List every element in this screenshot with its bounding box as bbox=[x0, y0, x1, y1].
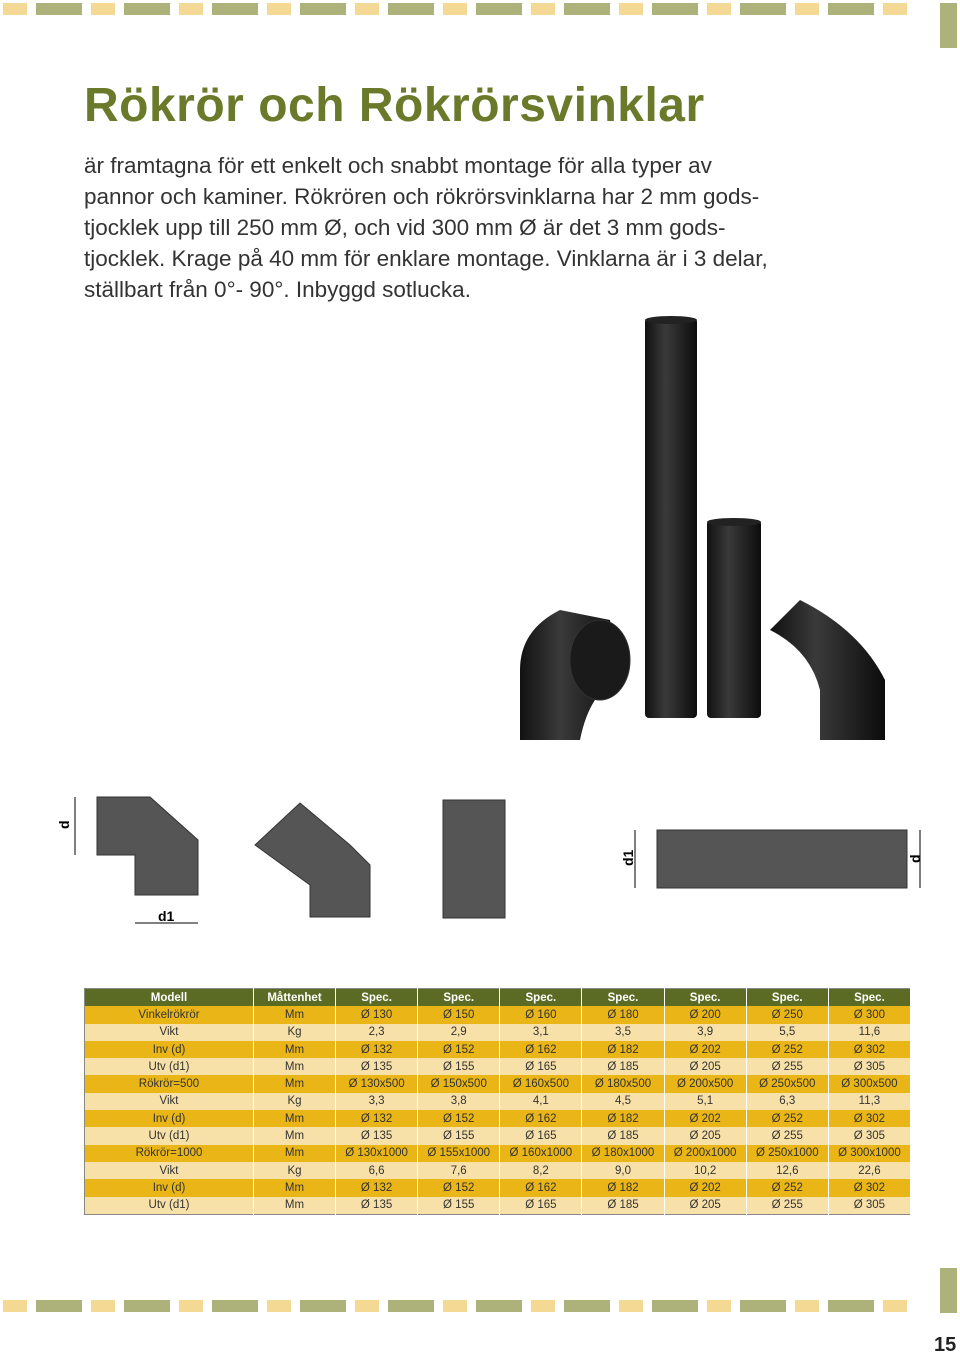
table-cell: Ø 252 bbox=[746, 1041, 828, 1058]
intro-line: ställbart från 0°- 90°. Inbyggd sotlucka. bbox=[84, 277, 471, 302]
label-d: d bbox=[56, 820, 72, 829]
table-cell: Inv (d) bbox=[85, 1110, 254, 1127]
border-bar bbox=[36, 3, 82, 15]
spec-table bbox=[84, 988, 911, 1215]
table-cell: 22,6 bbox=[828, 1162, 910, 1179]
top-border bbox=[3, 3, 907, 15]
table-cell: Ø 185 bbox=[582, 1058, 664, 1075]
column-header: Spec. bbox=[418, 989, 500, 1007]
table-cell: Ø 155 bbox=[418, 1058, 500, 1075]
border-square bbox=[91, 3, 115, 15]
table-cell: 11,3 bbox=[828, 1093, 910, 1110]
table-cell: Ø 162 bbox=[500, 1110, 582, 1127]
table-cell: Ø 255 bbox=[746, 1197, 828, 1215]
border-square bbox=[707, 3, 731, 15]
table-cell: Vikt bbox=[85, 1093, 254, 1110]
table-cell: 5,5 bbox=[746, 1024, 828, 1041]
border-square bbox=[3, 3, 27, 15]
table-cell: Ø 202 bbox=[664, 1179, 746, 1196]
table-cell: Vikt bbox=[85, 1162, 254, 1179]
table-cell: Ø 205 bbox=[664, 1197, 746, 1215]
border-bar bbox=[740, 1300, 786, 1312]
table-row bbox=[85, 1179, 911, 1196]
table-cell: Ø 185 bbox=[582, 1127, 664, 1144]
border-square bbox=[179, 1300, 203, 1312]
table-cell: Ø 155 bbox=[418, 1197, 500, 1215]
border-bar bbox=[476, 3, 522, 15]
table-cell: Ø 252 bbox=[746, 1179, 828, 1196]
border-bar bbox=[124, 1300, 170, 1312]
border-square bbox=[91, 1300, 115, 1312]
bottom-corner-bar bbox=[940, 1268, 957, 1313]
table-cell: Ø 160x500 bbox=[500, 1075, 582, 1092]
table-cell: Ø 152 bbox=[418, 1041, 500, 1058]
label-d1: d1 bbox=[158, 908, 175, 924]
border-square bbox=[355, 3, 379, 15]
border-bar bbox=[212, 1300, 258, 1312]
table-cell: Ø 305 bbox=[828, 1058, 910, 1075]
border-bar bbox=[300, 3, 346, 15]
table-cell: Ø 200x500 bbox=[664, 1075, 746, 1092]
table-cell: Ø 150 bbox=[418, 1006, 500, 1023]
table-cell: Inv (d) bbox=[85, 1179, 254, 1196]
table-cell: 10,2 bbox=[664, 1162, 746, 1179]
table-cell: 3,8 bbox=[418, 1093, 500, 1110]
table-cell: 7,6 bbox=[418, 1162, 500, 1179]
table-cell: Mm bbox=[254, 1006, 336, 1023]
table-cell: Ø 202 bbox=[664, 1041, 746, 1058]
table-cell: Ø 165 bbox=[500, 1127, 582, 1144]
table-cell: 3,5 bbox=[582, 1024, 664, 1041]
table-cell: 8,2 bbox=[500, 1162, 582, 1179]
table-cell: Ø 302 bbox=[828, 1110, 910, 1127]
table-cell: Ø 152 bbox=[418, 1179, 500, 1196]
table-cell: Mm bbox=[254, 1058, 336, 1075]
border-square bbox=[619, 3, 643, 15]
border-square bbox=[355, 1300, 379, 1312]
technical-drawings bbox=[50, 785, 930, 935]
table-header-row bbox=[85, 989, 911, 1007]
table-cell: Ø 182 bbox=[582, 1179, 664, 1196]
product-photo bbox=[500, 310, 900, 750]
top-corner-bar bbox=[940, 3, 957, 48]
table-cell: Vikt bbox=[85, 1024, 254, 1041]
table-cell: Kg bbox=[254, 1093, 336, 1110]
table-row bbox=[85, 1041, 911, 1058]
border-bar bbox=[36, 1300, 82, 1312]
table-row bbox=[85, 1024, 911, 1041]
table-cell: Rökrör=500 bbox=[85, 1075, 254, 1092]
column-header: Spec. bbox=[746, 989, 828, 1007]
intro-line: tjocklek upp till 250 mm Ø, och vid 300 mm Ø är det 3 mm gods- bbox=[84, 215, 726, 240]
table-row bbox=[85, 1162, 911, 1179]
border-bar bbox=[212, 3, 258, 15]
table-row bbox=[85, 1110, 911, 1127]
border-bar bbox=[652, 1300, 698, 1312]
table-cell: Ø 135 bbox=[336, 1197, 418, 1215]
table-cell: Inv (d) bbox=[85, 1041, 254, 1058]
table-cell: Ø 305 bbox=[828, 1197, 910, 1215]
table-cell: 4,1 bbox=[500, 1093, 582, 1110]
table-cell: Ø 250x1000 bbox=[746, 1145, 828, 1162]
table-cell: Ø 300x500 bbox=[828, 1075, 910, 1092]
border-bar bbox=[476, 1300, 522, 1312]
table-cell: Ø 162 bbox=[500, 1041, 582, 1058]
border-square bbox=[795, 1300, 819, 1312]
border-square bbox=[531, 1300, 555, 1312]
table-cell: Ø 255 bbox=[746, 1127, 828, 1144]
table-cell: Ø 255 bbox=[746, 1058, 828, 1075]
table-row bbox=[85, 1006, 911, 1023]
table-cell: Ø 180 bbox=[582, 1006, 664, 1023]
page-number: 15 bbox=[934, 1334, 957, 1356]
border-square bbox=[179, 3, 203, 15]
table-cell: Ø 150x500 bbox=[418, 1075, 500, 1092]
table-cell: 3,1 bbox=[500, 1024, 582, 1041]
border-square bbox=[3, 1300, 27, 1312]
table-cell: Ø 205 bbox=[664, 1127, 746, 1144]
table-cell: Ø 130x1000 bbox=[336, 1145, 418, 1162]
intro-text bbox=[84, 150, 884, 305]
table-cell: Ø 302 bbox=[828, 1041, 910, 1058]
border-bar bbox=[300, 1300, 346, 1312]
table-cell: Ø 202 bbox=[664, 1110, 746, 1127]
border-square bbox=[267, 3, 291, 15]
border-bar bbox=[124, 3, 170, 15]
intro-line: är framtagna för ett enkelt och snabbt montage för alla typer av bbox=[84, 153, 712, 178]
table-cell: Ø 300 bbox=[828, 1006, 910, 1023]
bottom-border bbox=[3, 1300, 907, 1312]
table-cell: Ø 155x1000 bbox=[418, 1145, 500, 1162]
table-cell: 6,6 bbox=[336, 1162, 418, 1179]
label-d-pipe: d bbox=[907, 854, 923, 863]
table-row bbox=[85, 1127, 911, 1144]
table-row bbox=[85, 1093, 911, 1110]
border-square bbox=[795, 3, 819, 15]
table-cell: Ø 165 bbox=[500, 1058, 582, 1075]
column-header: Spec. bbox=[582, 989, 664, 1007]
border-square bbox=[883, 1300, 907, 1312]
label-d1-pipe: d1 bbox=[620, 849, 636, 866]
border-bar bbox=[388, 1300, 434, 1312]
table-cell: Ø 185 bbox=[582, 1197, 664, 1215]
table-cell: Ø 252 bbox=[746, 1110, 828, 1127]
table-cell: Ø 130x500 bbox=[336, 1075, 418, 1092]
table-cell: Rökrör=1000 bbox=[85, 1145, 254, 1162]
table-row bbox=[85, 1058, 911, 1075]
table-row bbox=[85, 1197, 911, 1215]
table-cell: Ø 132 bbox=[336, 1179, 418, 1196]
border-bar bbox=[564, 3, 610, 15]
table-cell: Ø 162 bbox=[500, 1179, 582, 1196]
table-cell: 5,1 bbox=[664, 1093, 746, 1110]
table-cell: Ø 132 bbox=[336, 1110, 418, 1127]
table-cell: Ø 250x500 bbox=[746, 1075, 828, 1092]
border-square bbox=[443, 1300, 467, 1312]
border-bar bbox=[828, 1300, 874, 1312]
table-cell: Ø 250 bbox=[746, 1006, 828, 1023]
table-cell: 3,9 bbox=[664, 1024, 746, 1041]
table-cell: Utv (d1) bbox=[85, 1197, 254, 1215]
table-cell: 9,0 bbox=[582, 1162, 664, 1179]
border-square bbox=[619, 1300, 643, 1312]
table-cell: Ø 135 bbox=[336, 1058, 418, 1075]
intro-line: pannor och kaminer. Rökrören och rökrörsvinklarna har 2 mm gods- bbox=[84, 184, 760, 209]
table-cell: 6,3 bbox=[746, 1093, 828, 1110]
table-cell: Ø 200x1000 bbox=[664, 1145, 746, 1162]
table-cell: Utv (d1) bbox=[85, 1127, 254, 1144]
table-cell: Vinkelrökrör bbox=[85, 1006, 254, 1023]
table-cell: Ø 180x500 bbox=[582, 1075, 664, 1092]
border-bar bbox=[388, 3, 434, 15]
table-cell: Ø 182 bbox=[582, 1110, 664, 1127]
table-cell: Ø 160x1000 bbox=[500, 1145, 582, 1162]
table-cell: Kg bbox=[254, 1162, 336, 1179]
column-header: Spec. bbox=[828, 989, 910, 1007]
table-cell: Ø 182 bbox=[582, 1041, 664, 1058]
table-cell: 4,5 bbox=[582, 1093, 664, 1110]
column-header: Modell bbox=[85, 989, 254, 1007]
table-cell: Mm bbox=[254, 1197, 336, 1215]
table-cell: 3,3 bbox=[336, 1093, 418, 1110]
table-cell: Ø 300x1000 bbox=[828, 1145, 910, 1162]
intro-line: tjocklek. Krage på 40 mm för enklare montage. Vinklarna är i 3 delar, bbox=[84, 246, 768, 271]
table-cell: 11,6 bbox=[828, 1024, 910, 1041]
table-cell: Ø 132 bbox=[336, 1041, 418, 1058]
table-cell: Ø 305 bbox=[828, 1127, 910, 1144]
column-header: Spec. bbox=[664, 989, 746, 1007]
border-bar bbox=[828, 3, 874, 15]
page-title: Rökrör och Rökrörsvinklar bbox=[84, 79, 705, 132]
table-cell: Ø 130 bbox=[336, 1006, 418, 1023]
table-cell: Mm bbox=[254, 1110, 336, 1127]
table-row bbox=[85, 1145, 911, 1162]
table-cell: 12,6 bbox=[746, 1162, 828, 1179]
table-cell: 2,9 bbox=[418, 1024, 500, 1041]
table-cell: Mm bbox=[254, 1075, 336, 1092]
border-bar bbox=[652, 3, 698, 15]
table-cell: 2,3 bbox=[336, 1024, 418, 1041]
table-cell: Utv (d1) bbox=[85, 1058, 254, 1075]
table-cell: Ø 135 bbox=[336, 1127, 418, 1144]
table-cell: Ø 155 bbox=[418, 1127, 500, 1144]
table-cell: Mm bbox=[254, 1145, 336, 1162]
table-cell: Kg bbox=[254, 1024, 336, 1041]
column-header: Spec. bbox=[500, 989, 582, 1007]
table-cell: Mm bbox=[254, 1179, 336, 1196]
border-bar bbox=[740, 3, 786, 15]
table-cell: Ø 302 bbox=[828, 1179, 910, 1196]
border-bar bbox=[564, 1300, 610, 1312]
table-cell: Ø 200 bbox=[664, 1006, 746, 1023]
table-cell: Ø 160 bbox=[500, 1006, 582, 1023]
border-square bbox=[531, 3, 555, 15]
table-cell: Mm bbox=[254, 1041, 336, 1058]
border-square bbox=[267, 1300, 291, 1312]
table-cell: Ø 165 bbox=[500, 1197, 582, 1215]
table-cell: Ø 205 bbox=[664, 1058, 746, 1075]
border-square bbox=[443, 3, 467, 15]
border-square bbox=[707, 1300, 731, 1312]
table-cell: Mm bbox=[254, 1127, 336, 1144]
table-cell: Ø 180x1000 bbox=[582, 1145, 664, 1162]
column-header: Spec. bbox=[336, 989, 418, 1007]
table-row bbox=[85, 1075, 911, 1092]
column-header: Måttenhet bbox=[254, 989, 336, 1007]
border-square bbox=[883, 3, 907, 15]
table-cell: Ø 152 bbox=[418, 1110, 500, 1127]
